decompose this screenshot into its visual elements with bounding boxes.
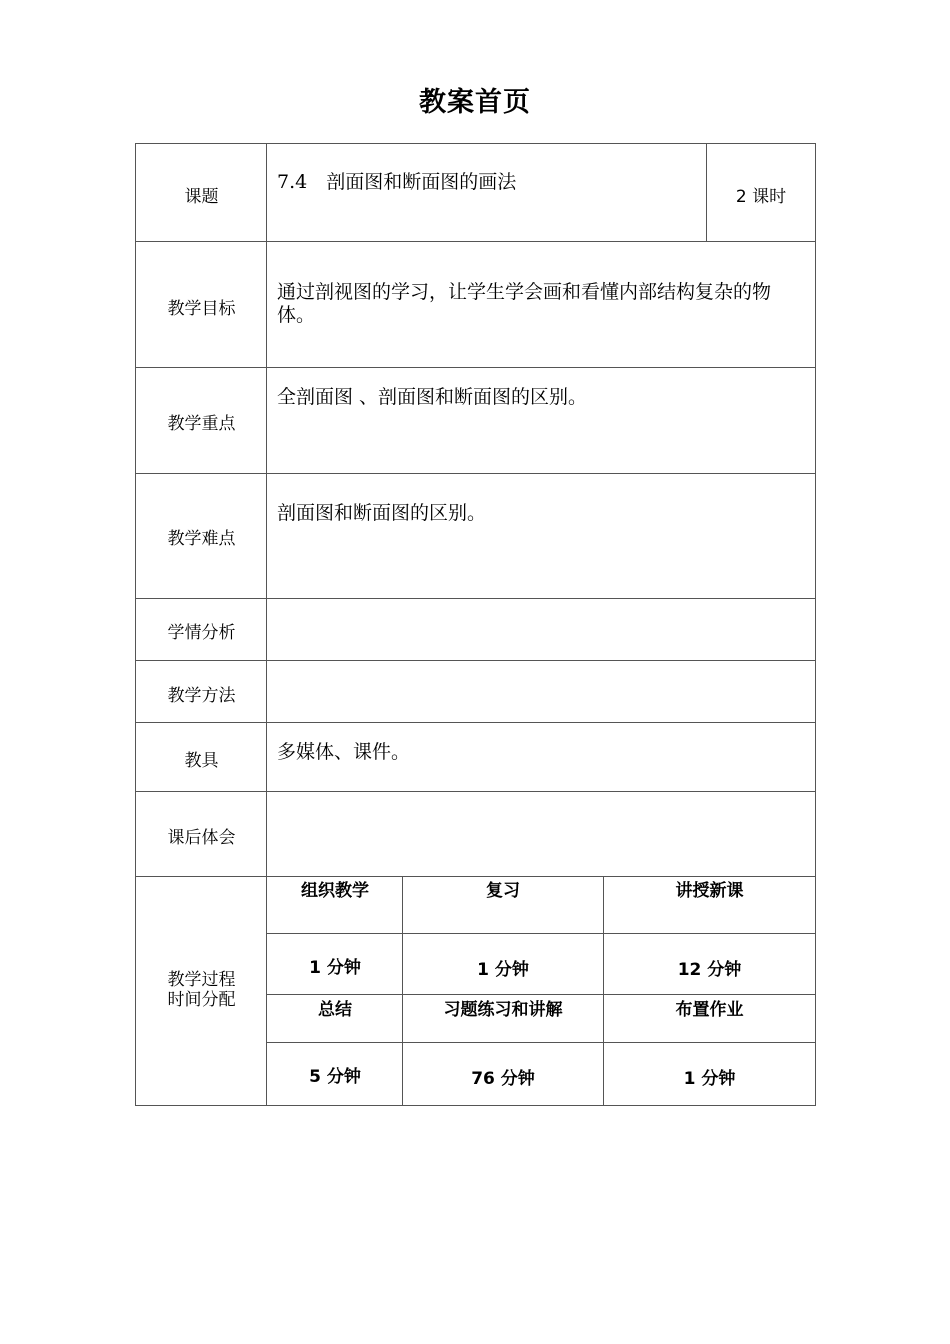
process-step-name: 讲授新课 <box>675 881 744 901</box>
process-step-time: 1 分钟 <box>309 958 361 978</box>
grid-line <box>266 933 816 934</box>
row-line <box>135 791 816 792</box>
row-line <box>135 367 816 368</box>
page-title: 教案首页 <box>419 87 531 118</box>
process-step-time: 76 分钟 <box>471 1069 535 1089</box>
row-line <box>135 722 816 723</box>
topic-label: 课题 <box>184 187 219 207</box>
process-step-name: 总结 <box>318 1000 352 1020</box>
topic-value: 7.4 剖面图和断面图的画法 <box>277 171 517 193</box>
reflection-label: 课后体会 <box>167 828 236 848</box>
key-point-label: 教学重点 <box>167 414 236 434</box>
objective-label: 教学目标 <box>167 299 236 319</box>
process-label <box>136 970 267 1010</box>
grid-line <box>266 1042 816 1043</box>
student-analysis-label: 学情分析 <box>167 623 236 643</box>
row-line <box>135 473 816 474</box>
objective-value: 通过剖视图的学习，让学生学会画和看懂内部结构复杂的物体。 <box>277 281 772 326</box>
process-step-name: 习题练习和讲解 <box>443 1000 563 1020</box>
difficulty-label: 教学难点 <box>167 529 236 549</box>
process-label-line2: 时间分配 <box>167 990 236 1010</box>
method-label: 教学方法 <box>167 686 236 706</box>
row-line <box>135 241 816 242</box>
process-label-line1: 教学过程 <box>167 970 236 990</box>
row-line <box>135 598 816 599</box>
process-step-name: 组织教学 <box>301 881 369 901</box>
process-step-time: 1 分钟 <box>683 1069 736 1089</box>
process-step-name: 布置作业 <box>675 1000 744 1020</box>
key-point-value: 全剖面图 、剖面图和断面图的区别。 <box>277 386 588 408</box>
aids-label: 教具 <box>184 751 219 771</box>
process-step-time: 12 分钟 <box>677 960 742 980</box>
process-step-name: 复习 <box>486 881 520 901</box>
aids-value: 多媒体、课件。 <box>277 741 411 763</box>
process-step-time: 1 分钟 <box>477 960 529 980</box>
difficulty-value: 剖面图和断面图的区别。 <box>277 502 487 524</box>
hours-value: 2 课时 <box>735 187 787 207</box>
row-line <box>135 660 816 661</box>
process-step-time: 5 分钟 <box>309 1067 361 1087</box>
